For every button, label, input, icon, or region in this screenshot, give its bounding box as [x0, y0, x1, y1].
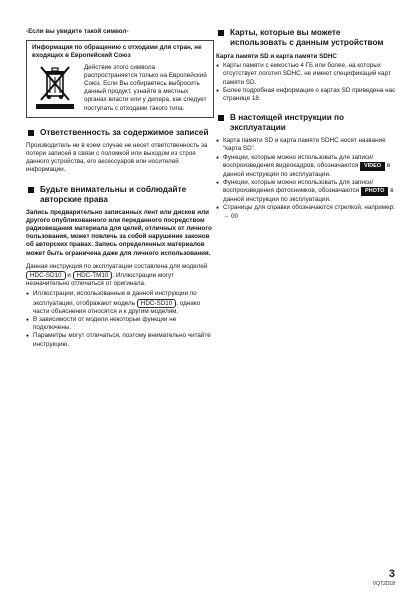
list-item: ● Иллюстрации, использованные в данной инструкции по эксплуатации, отображают модель HDC-SD10 , однако части объяснения относятся и к другим моделям. — [26, 290, 214, 316]
list-item: ● Функции, которые можно использовать для записи/воспроизведения фотоснимков, обозначаются PHOTO в данной инструкции по эксплуатации. — [216, 179, 396, 204]
cards-list — [216, 62, 396, 103]
video-mode-icon: VIDEO — [360, 162, 385, 171]
page-number: 3 — [388, 568, 395, 580]
list-item: ● Страницы для справки обозначаются стрелкой, например: → 00 — [216, 204, 396, 220]
responsibility-text: Производитель ни в коем случае не несет ответственность за потери записей в связи с поломкой или выходом из строя данного устройства, его аксессуаров или носителей информации. — [26, 141, 208, 174]
right-column — [216, 28, 396, 221]
document-code: VQT2D18 — [372, 581, 395, 587]
cards-subheading: Карта памяти SD и карта памяти SDHC — [216, 53, 337, 60]
model-badge-sd10: HDC-SD10 — [26, 271, 66, 280]
list-item: ● Карты памяти с емкостью 4 ГБ или более, на которых отсутствует логотип SDHC, не имеют спецификаций карт памяти SD. — [216, 62, 396, 87]
disposal-info-box — [26, 40, 214, 118]
symbol-intro: -Если вы увидите такой символ- — [26, 28, 129, 35]
bin-underline-bar — [36, 104, 74, 109]
left-column — [26, 28, 214, 349]
square-bullet-icon — [28, 130, 34, 136]
notes-list — [26, 290, 214, 348]
list-item: ● Параметры могут отличаться, поэтому внимательно читайте инструкцию. — [26, 332, 214, 348]
crossed-bin-icon — [32, 64, 78, 113]
model-badge-sd10: HDC-SD10 — [137, 299, 177, 308]
info-box-text: Действие этого символа распространяется только на Европейский Союз. Если Вы собираетесь выбросить данный продукт, узнайте в местных органах власти или у дилера, как следует поступать с отходами такого типа. — [84, 63, 207, 112]
photo-mode-icon: PHOTO — [361, 187, 388, 196]
list-item: ● В зависимости от модели некоторые функции не подключены. — [26, 316, 214, 332]
list-item: ● Функции, которые можно использовать для записи/воспроизведения видеокадров, обозначаются VIDEO в данной инструкции по эксплуатации. — [216, 154, 396, 179]
heading-cards: Карты, которые вы можете использовать с данным устройством — [216, 28, 396, 48]
square-bullet-icon — [28, 187, 34, 193]
list-item: ● Карта памяти SD и карта памяти SDHC носят название “карта SD”. — [216, 137, 396, 153]
heading-manual: В настоящей инструкции по эксплуатации — [216, 113, 396, 133]
square-bullet-icon — [218, 30, 224, 36]
copyright-warning: Запись предварительно записанных лент или дисков или другого опубликованного или переданного посредством радиовещания материала для целей, отличных от личного пользования, может повлечь за собой нарушение законов об авторских правах. Запись определенных материалов может быть ограничена даже для личного использования. — [26, 208, 212, 257]
heading-responsibility: Ответственность за содержимое записей — [26, 128, 214, 138]
list-item: ● Более подробная информация о картах SD приведена нас странице 18. — [216, 87, 396, 103]
square-bullet-icon — [218, 115, 224, 121]
manual-list — [216, 137, 396, 221]
models-paragraph: Данная инструкция по эксплуатации составлена для моделей HDC-SD10 и HDC-TM10 . Иллюстрации могут незначительно отличаться от оригинала. — [26, 262, 208, 288]
info-box-title: Информация по обращению с отходами для стран, не входящих в Европейский Союз — [32, 44, 202, 60]
model-badge-tm10: HDC-TM10 — [73, 271, 113, 280]
heading-copyright: Будьте внимательны и соблюдайте авторские права — [26, 185, 214, 205]
